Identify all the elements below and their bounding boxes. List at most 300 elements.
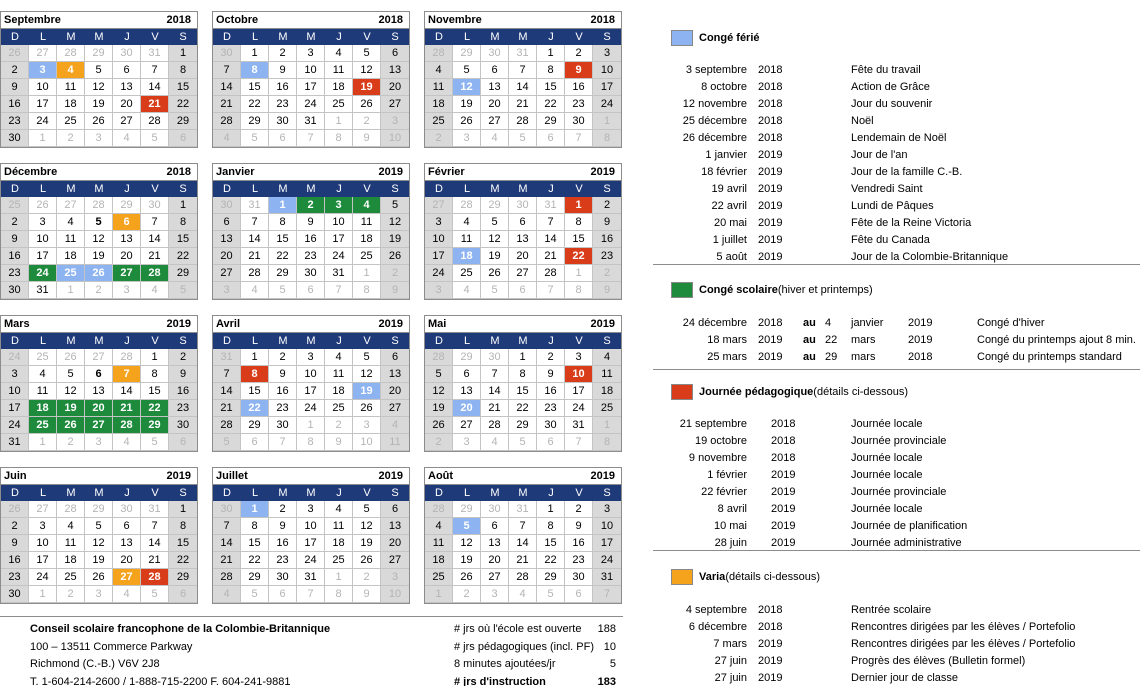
day-cell: 8 xyxy=(537,518,565,535)
day-cell: 30 xyxy=(213,501,241,518)
day-cell: 4 xyxy=(425,518,453,535)
legend-cell: Journée locale xyxy=(851,503,923,515)
legend-cell: 7 mars xyxy=(713,638,747,650)
legend-row xyxy=(653,130,1140,147)
legend-cell: 2019 xyxy=(771,537,796,549)
day-cell: 1 xyxy=(565,265,593,282)
day-cell: 4 xyxy=(381,417,409,434)
day-cell: 24 xyxy=(565,400,593,417)
legend-varia xyxy=(653,551,1140,686)
legend-cell: 25 mars xyxy=(707,351,747,363)
day-cell: 28 xyxy=(481,417,509,434)
day-cell: 29 xyxy=(169,265,197,282)
varia-swatch-icon xyxy=(671,569,693,585)
day-cell: 14 xyxy=(213,383,241,400)
day-cell: 30 xyxy=(509,197,537,214)
legend-cell: 22 février xyxy=(701,486,747,498)
day-cell: 27 xyxy=(113,113,141,130)
day-cell: 19 xyxy=(481,248,509,265)
month-calendar xyxy=(212,315,410,452)
day-cell: 25 xyxy=(325,96,353,113)
day-cell: 23 xyxy=(1,569,29,586)
day-cell: 7 xyxy=(481,366,509,383)
day-cell: 31 xyxy=(1,434,29,451)
day-cell: 1 xyxy=(169,197,197,214)
day-cell: 7 xyxy=(213,518,241,535)
day-cell: 31 xyxy=(509,501,537,518)
day-cell: 26 xyxy=(1,501,29,518)
day-cell: 9 xyxy=(593,214,621,231)
day-cell: 25 xyxy=(57,569,85,586)
legend-cell: 2019 xyxy=(758,351,783,363)
day-cell: 31 xyxy=(241,197,269,214)
day-cell: 28 xyxy=(141,265,169,282)
legend-cell: 1 juillet xyxy=(712,234,747,246)
day-cell: 7 xyxy=(325,282,353,299)
day-cell: 26 xyxy=(85,265,113,282)
day-cell: 30 xyxy=(537,417,565,434)
day-cell: 17 xyxy=(325,231,353,248)
day-cell: 26 xyxy=(353,552,381,569)
legend-header xyxy=(671,384,908,400)
month-header xyxy=(1,468,197,485)
weekday-label: V xyxy=(151,335,159,347)
day-cell: 30 xyxy=(1,130,29,147)
day-cell: 2 xyxy=(381,265,409,282)
legend-row xyxy=(653,147,1140,164)
day-cell: 21 xyxy=(213,96,241,113)
day-cell: 15 xyxy=(269,231,297,248)
day-cell: 8 xyxy=(269,214,297,231)
weekday-header xyxy=(425,181,621,197)
weekday-label: V xyxy=(363,487,371,499)
month-calendar xyxy=(0,315,198,452)
weekday-label: J xyxy=(336,31,342,43)
day-cell: 5 xyxy=(169,282,197,299)
day-cell: 23 xyxy=(565,96,593,113)
legend-row xyxy=(653,113,1140,130)
day-cell: 17 xyxy=(29,248,57,265)
legend-cell: Journée de planification xyxy=(851,520,968,532)
legend-cell: Rencontres dirigées par les élèves / Portefolio xyxy=(851,638,1076,650)
day-cell: 4 xyxy=(593,349,621,366)
day-cell: 27 xyxy=(509,265,537,282)
day-cell: 20 xyxy=(481,552,509,569)
legend-cell: 19 octobre xyxy=(695,435,747,447)
day-cell: 4 xyxy=(113,130,141,147)
weekday-label: M xyxy=(518,31,528,43)
day-cell: 16 xyxy=(269,535,297,552)
day-cell: 10 xyxy=(297,518,325,535)
weekday-label: D xyxy=(223,183,231,195)
weekday-label: L xyxy=(39,31,47,43)
stats-summary xyxy=(454,621,616,686)
weekday-header xyxy=(1,181,197,197)
day-cell: 3 xyxy=(481,586,509,603)
legend-cell: 2018 xyxy=(758,621,783,633)
day-cell: 25 xyxy=(57,113,85,130)
day-cell: 20 xyxy=(113,552,141,569)
month-header xyxy=(213,468,409,485)
weekday-label: D xyxy=(435,183,443,195)
weekday-label: V xyxy=(151,31,159,43)
day-cell: 29 xyxy=(169,569,197,586)
day-cell: 4 xyxy=(29,366,57,383)
day-cell: 2 xyxy=(537,349,565,366)
day-grid xyxy=(425,349,621,451)
day-cell: 31 xyxy=(141,45,169,62)
weekday-label: M xyxy=(490,487,500,499)
day-cell: 25 xyxy=(29,417,57,434)
day-cell: 23 xyxy=(1,113,29,130)
day-cell: 7 xyxy=(297,130,325,147)
day-cell: 6 xyxy=(269,130,297,147)
day-cell: 13 xyxy=(381,62,409,79)
day-cell: 19 xyxy=(85,248,113,265)
day-cell: 8 xyxy=(325,130,353,147)
day-cell: 3 xyxy=(85,586,113,603)
organization-name: Conseil scolaire francophone de la Colombie-Britannique xyxy=(30,623,331,635)
day-cell: 3 xyxy=(593,501,621,518)
legend-cell: 2018 xyxy=(771,418,796,430)
legend-cell: 1 février xyxy=(707,469,747,481)
day-cell: 26 xyxy=(425,417,453,434)
day-cell: 9 xyxy=(269,366,297,383)
day-cell: 2 xyxy=(325,417,353,434)
day-cell: 7 xyxy=(565,130,593,147)
legend-row xyxy=(653,433,1140,450)
day-cell: 14 xyxy=(213,535,241,552)
day-cell: 26 xyxy=(57,349,85,366)
legend-cell: Jour de l'an xyxy=(851,149,908,161)
month-name: Août xyxy=(428,470,454,482)
day-cell: 28 xyxy=(213,417,241,434)
day-cell: 7 xyxy=(509,518,537,535)
day-cell: 22 xyxy=(509,400,537,417)
day-cell: 22 xyxy=(241,552,269,569)
day-cell: 27 xyxy=(29,501,57,518)
stat-label: # jrs d'instruction xyxy=(454,675,546,686)
day-cell: 31 xyxy=(593,569,621,586)
weekday-label: M xyxy=(278,183,288,195)
weekday-label: D xyxy=(11,487,19,499)
day-cell: 1 xyxy=(325,569,353,586)
weekday-header xyxy=(1,485,197,501)
day-cell: 9 xyxy=(1,231,29,248)
legend-cell: 2018 xyxy=(771,452,796,464)
day-cell: 14 xyxy=(509,535,537,552)
legend-row xyxy=(653,467,1140,484)
day-cell: 24 xyxy=(297,400,325,417)
scolaire-swatch-icon xyxy=(671,282,693,298)
day-cell: 4 xyxy=(481,434,509,451)
day-cell: 3 xyxy=(213,282,241,299)
legend-row xyxy=(653,198,1140,215)
day-cell: 29 xyxy=(113,197,141,214)
day-cell: 30 xyxy=(481,349,509,366)
day-cell: 9 xyxy=(1,535,29,552)
day-cell: 20 xyxy=(509,248,537,265)
day-cell: 23 xyxy=(269,552,297,569)
day-cell: 16 xyxy=(565,79,593,96)
weekday-header xyxy=(213,485,409,501)
day-cell: 3 xyxy=(565,349,593,366)
month-header xyxy=(213,316,409,333)
day-cell: 11 xyxy=(325,518,353,535)
day-cell: 1 xyxy=(57,282,85,299)
day-cell: 18 xyxy=(57,248,85,265)
day-cell: 19 xyxy=(85,96,113,113)
day-cell: 16 xyxy=(593,231,621,248)
legend-cell: Lendemain de Noël xyxy=(851,132,947,144)
legend-cell: Jour de la Colombie-Britannique xyxy=(851,251,1009,263)
weekday-label: V xyxy=(151,487,159,499)
legend-cell: 1 janvier xyxy=(705,149,747,161)
day-cell: 4 xyxy=(325,501,353,518)
day-cell: 18 xyxy=(593,383,621,400)
weekday-label: V xyxy=(363,183,371,195)
legend-cell: 2019 xyxy=(771,486,796,498)
day-cell: 9 xyxy=(537,366,565,383)
legend-header xyxy=(671,30,760,46)
legend-cell: 22 xyxy=(825,334,838,346)
weekday-label: D xyxy=(223,31,231,43)
day-cell: 6 xyxy=(509,214,537,231)
day-cell: 18 xyxy=(325,79,353,96)
day-cell: 11 xyxy=(29,383,57,400)
day-cell: 30 xyxy=(169,417,197,434)
day-cell: 3 xyxy=(325,197,353,214)
day-cell: 1 xyxy=(537,45,565,62)
day-cell: 1 xyxy=(241,501,269,518)
legend-row xyxy=(653,416,1140,433)
day-cell: 1 xyxy=(425,586,453,603)
legend-cell: 2019 xyxy=(758,251,783,263)
month-calendar xyxy=(0,163,198,300)
day-cell: 5 xyxy=(57,366,85,383)
legend-cell: 2019 xyxy=(758,655,783,667)
month-year: 2019 xyxy=(166,470,191,482)
day-cell: 14 xyxy=(537,231,565,248)
day-cell: 3 xyxy=(29,518,57,535)
weekday-label: M xyxy=(490,183,500,195)
month-header xyxy=(1,12,197,29)
month-calendar xyxy=(0,467,198,604)
day-cell: 26 xyxy=(381,248,409,265)
month-header xyxy=(425,12,621,29)
day-cell: 18 xyxy=(325,535,353,552)
day-cell: 2 xyxy=(1,518,29,535)
weekday-label: V xyxy=(575,335,583,347)
day-cell: 24 xyxy=(325,248,353,265)
month-year: 2018 xyxy=(166,14,191,26)
day-cell: 27 xyxy=(481,569,509,586)
day-cell: 10 xyxy=(425,231,453,248)
legend-conge-ferie xyxy=(653,0,1140,265)
day-cell: 27 xyxy=(381,552,409,569)
day-cell: 12 xyxy=(353,518,381,535)
weekday-label: M xyxy=(490,31,500,43)
month-year: 2018 xyxy=(378,14,403,26)
weekday-label: M xyxy=(306,183,316,195)
day-cell: 2 xyxy=(1,214,29,231)
weekday-label: D xyxy=(11,335,19,347)
day-cell: 8 xyxy=(241,518,269,535)
day-cell: 28 xyxy=(113,417,141,434)
legend-cell: 12 novembre xyxy=(682,98,747,110)
pedagogique-swatch-icon xyxy=(671,384,693,400)
weekday-label: L xyxy=(463,31,471,43)
day-cell: 20 xyxy=(85,400,113,417)
day-cell: 10 xyxy=(29,79,57,96)
weekday-label: L xyxy=(251,335,259,347)
day-cell: 1 xyxy=(325,113,353,130)
month-name: Janvier xyxy=(216,166,255,178)
day-cell: 4 xyxy=(57,62,85,79)
day-cell: 13 xyxy=(481,535,509,552)
day-cell: 30 xyxy=(1,282,29,299)
month-year: 2019 xyxy=(378,318,403,330)
day-cell: 5 xyxy=(509,130,537,147)
weekday-header xyxy=(213,333,409,349)
legend-list xyxy=(653,315,1140,366)
day-cell: 30 xyxy=(269,113,297,130)
day-cell: 3 xyxy=(297,501,325,518)
legend-cell: 2019 xyxy=(758,200,783,212)
legend-row xyxy=(653,349,1140,366)
day-cell: 16 xyxy=(269,383,297,400)
day-cell: 29 xyxy=(509,417,537,434)
day-cell: 8 xyxy=(537,62,565,79)
day-cell: 31 xyxy=(565,417,593,434)
legend-cell: 4 septembre xyxy=(685,604,747,616)
day-cell: 11 xyxy=(57,231,85,248)
stat-label: # jrs où l'école est ouverte xyxy=(454,623,582,635)
month-calendar xyxy=(212,163,410,300)
month-name: Juin xyxy=(4,470,27,482)
day-cell: 28 xyxy=(213,569,241,586)
day-cell: 19 xyxy=(453,552,481,569)
weekday-label: S xyxy=(179,183,187,195)
day-grid xyxy=(1,197,197,299)
day-cell: 8 xyxy=(509,366,537,383)
day-cell: 30 xyxy=(565,113,593,130)
day-cell: 28 xyxy=(425,501,453,518)
weekday-label: S xyxy=(391,335,399,347)
day-cell: 6 xyxy=(213,214,241,231)
day-cell: 25 xyxy=(425,569,453,586)
day-cell: 25 xyxy=(29,349,57,366)
stat-row xyxy=(454,656,616,674)
legend-cell: Journée provinciale xyxy=(851,435,947,447)
day-cell: 12 xyxy=(85,79,113,96)
legend-cell: 10 mai xyxy=(713,520,747,532)
day-cell: 6 xyxy=(565,586,593,603)
day-cell: 31 xyxy=(325,265,353,282)
legend-conge-scolaire xyxy=(653,265,1140,370)
day-cell: 4 xyxy=(453,282,481,299)
day-cell: 21 xyxy=(213,552,241,569)
day-cell: 12 xyxy=(425,383,453,400)
month-calendar xyxy=(212,11,410,148)
day-cell: 7 xyxy=(509,62,537,79)
day-cell: 3 xyxy=(425,282,453,299)
weekday-label: M xyxy=(518,487,528,499)
day-cell: 25 xyxy=(57,265,85,282)
weekday-label: M xyxy=(306,335,316,347)
month-calendar xyxy=(0,11,198,148)
day-cell: 3 xyxy=(425,214,453,231)
legend-list xyxy=(653,62,1140,266)
legend-row xyxy=(653,484,1140,501)
month-year: 2019 xyxy=(590,318,615,330)
legend-cell: 2019 xyxy=(758,149,783,161)
weekday-label: D xyxy=(435,335,443,347)
legend-row xyxy=(653,164,1140,181)
day-cell: 2 xyxy=(269,501,297,518)
stat-label: # jrs pédagogiques (incl. PF) xyxy=(454,640,595,653)
day-cell: 18 xyxy=(353,231,381,248)
month-name: Avril xyxy=(216,318,241,330)
day-cell: 15 xyxy=(537,535,565,552)
day-cell: 28 xyxy=(113,349,141,366)
day-cell: 27 xyxy=(213,265,241,282)
weekday-label: S xyxy=(391,31,399,43)
legend-cell: 6 décembre xyxy=(688,621,747,633)
day-cell: 21 xyxy=(141,248,169,265)
day-cell: 10 xyxy=(325,214,353,231)
legend-cell: 2019 xyxy=(758,217,783,229)
weekday-label: M xyxy=(94,31,104,43)
day-cell: 29 xyxy=(241,569,269,586)
day-cell: 1 xyxy=(593,417,621,434)
stat-label: 8 minutes ajoutées/jr xyxy=(454,658,556,670)
day-cell: 27 xyxy=(85,417,113,434)
weekday-label: L xyxy=(251,31,259,43)
day-cell: 29 xyxy=(169,113,197,130)
legend-cell: Journée locale xyxy=(851,452,923,464)
day-cell: 4 xyxy=(325,45,353,62)
weekday-label: J xyxy=(548,335,554,347)
month-header xyxy=(425,468,621,485)
day-cell: 1 xyxy=(565,197,593,214)
day-cell: 3 xyxy=(593,45,621,62)
day-cell: 30 xyxy=(113,501,141,518)
day-cell: 12 xyxy=(453,79,481,96)
day-cell: 9 xyxy=(269,518,297,535)
day-cell: 9 xyxy=(297,214,325,231)
day-cell: 7 xyxy=(141,214,169,231)
day-cell: 17 xyxy=(297,79,325,96)
day-cell: 22 xyxy=(241,400,269,417)
day-cell: 5 xyxy=(141,586,169,603)
legend-cell: 2018 xyxy=(758,132,783,144)
day-cell: 5 xyxy=(453,518,481,535)
day-cell: 9 xyxy=(381,282,409,299)
legend-cell: au xyxy=(803,334,816,346)
day-cell: 28 xyxy=(425,45,453,62)
day-cell: 1 xyxy=(537,501,565,518)
day-cell: 7 xyxy=(297,586,325,603)
legend-cell: au xyxy=(803,317,816,329)
day-cell: 27 xyxy=(425,197,453,214)
legend-cell: 21 septembre xyxy=(679,418,747,430)
legend-cell: 26 décembre xyxy=(682,132,747,144)
day-cell: 4 xyxy=(353,197,381,214)
legend-cell: Jour de la famille C.-B. xyxy=(851,166,963,178)
day-cell: 7 xyxy=(241,214,269,231)
day-cell: 22 xyxy=(537,96,565,113)
